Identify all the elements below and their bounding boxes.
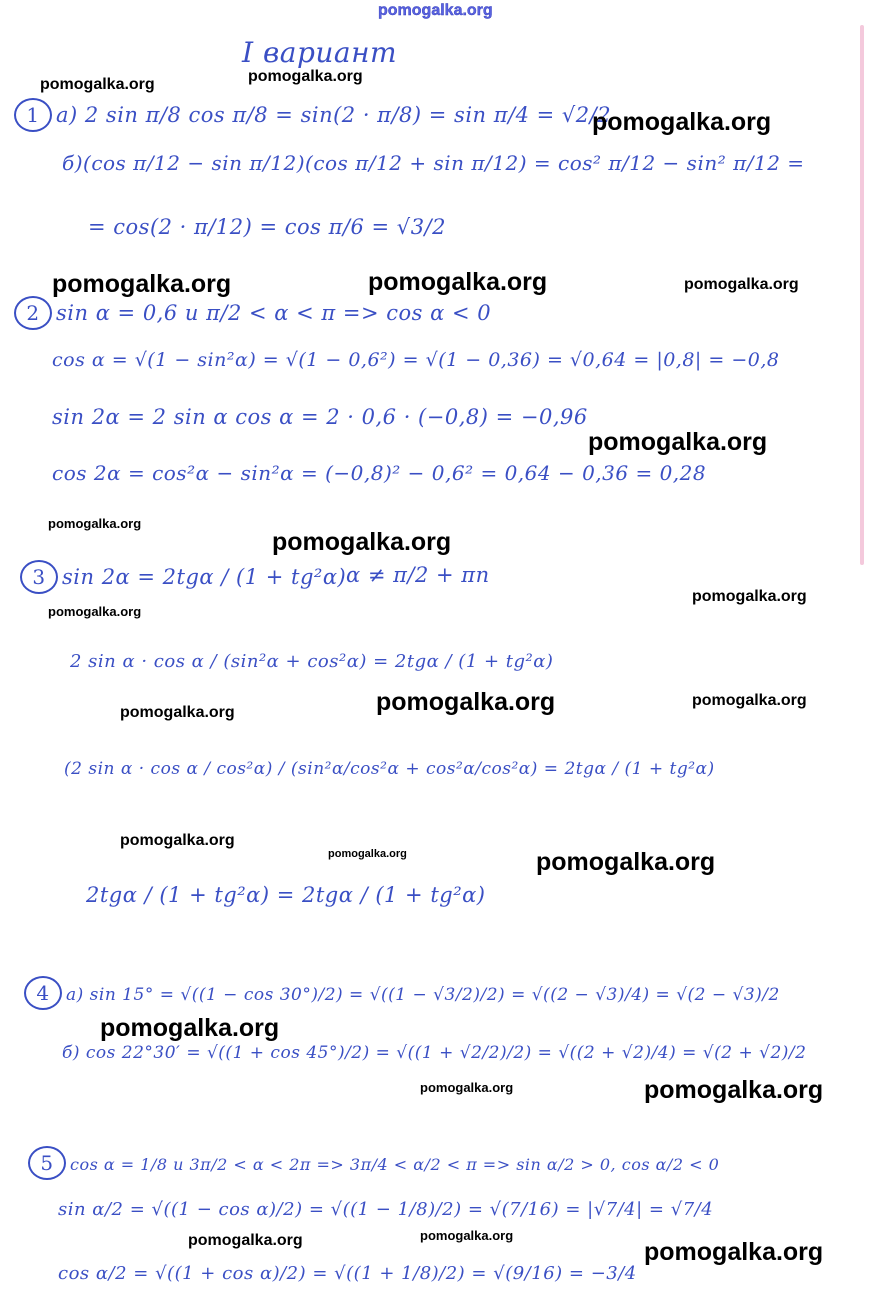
task1-line-b2: = cos(2 · π/12) = cos π/6 = √3/2 (88, 215, 446, 239)
task3-line3: (2 sin α · cos α / cos²α) / (sin²α/cos²α + cos²α/cos²α) = 2tgα / (1 + tg²α) (64, 759, 715, 779)
watermark: pomogalka.org (536, 848, 716, 876)
watermark: pomogalka.org (120, 704, 235, 721)
watermark: pomogalka.org (692, 692, 807, 709)
task3-line2: 2 sin α · cos α / (sin²α + cos²α) = 2tgα / (1 + tg²α) (70, 651, 554, 672)
task3-line1 (20, 560, 346, 594)
page-title: I вариант (242, 36, 398, 69)
watermark: pomogalka.org (40, 76, 155, 93)
watermark: pomogalka.org (48, 516, 142, 531)
task2-line1-text: sin α = 0,6 и π/2 < α < π => cos α < 0 (56, 301, 492, 325)
watermark: pomogalka.org (420, 1080, 514, 1095)
watermark: pomogalka.org (376, 688, 556, 716)
task4-line-b: б) cos 22°30′ = √((1 + cos 45°)/2) = √((1 + √2/2)/2) = √((2 + √2)/4) = √(2 + √2)/2 (62, 1043, 807, 1063)
task3-condition: α ≠ π/2 + πn (346, 563, 490, 587)
task5-line1-text: cos α = 1/8 и 3π/2 < α < 2π => 3π/4 < α/2 < π => sin α/2 > 0, cos α/2 < 0 (70, 1155, 720, 1174)
task2-line2: cos α = √(1 − sin²α) = √(1 − 0,6²) = √(1 − 0,36) = √0,64 = |0,8| = −0,8 (52, 349, 780, 371)
task1-line-b1: б)(cos π/12 − sin π/12)(cos π/12 + sin π/12) = cos² π/12 − sin² π/12 = (62, 151, 805, 175)
task2-number: 2 (14, 296, 52, 330)
task5-number: 5 (28, 1146, 66, 1180)
task5-line3: cos α/2 = √((1 + cos α)/2) = √((1 + 1/8)/2) = √(9/16) = −3/4 (58, 1263, 637, 1284)
task3-line1-text: sin 2α = 2tgα / (1 + tg²α) (62, 565, 347, 589)
watermark: pomogalka.org (248, 68, 363, 85)
watermark: pomogalka.org (100, 1014, 280, 1042)
task4-line-a-text: а) sin 15° = √((1 − cos 30°)/2) = √((1 − √3/2)/2) = √((2 − √3)/4) = √(2 − √3)/2 (66, 985, 780, 1005)
task3-line4: 2tgα / (1 + tg²α) = 2tgα / (1 + tg²α) (86, 883, 486, 907)
header-watermark: pomogalka.org (378, 2, 493, 19)
watermark: pomogalka.org (592, 108, 772, 136)
watermark: pomogalka.org (588, 428, 768, 456)
watermark: pomogalka.org (272, 528, 452, 556)
task5-line2: sin α/2 = √((1 − cos α)/2) = √((1 − 1/8)/2) = √(7/16) = |√7/4| = √7/4 (58, 1199, 714, 1220)
watermark: pomogalka.org (684, 276, 799, 293)
watermark: pomogalka.org (120, 832, 235, 849)
task2-line3: sin 2α = 2 sin α cos α = 2 · 0,6 · (−0,8) = −0,96 (52, 405, 588, 429)
watermark: pomogalka.org (52, 270, 232, 298)
watermark: pomogalka.org (420, 1228, 514, 1243)
watermark: pomogalka.org (368, 268, 548, 296)
watermark: pomogalka.org (644, 1076, 824, 1104)
task1-number: 1 (14, 98, 52, 132)
watermark: pomogalka.org (188, 1232, 303, 1249)
task2-line4: cos 2α = cos²α − sin²α = (−0,8)² − 0,6² = 0,64 − 0,36 = 0,28 (52, 461, 707, 485)
task2-line1 (14, 296, 491, 330)
task1-line-a (14, 98, 611, 132)
watermark: pomogalka.org (48, 604, 142, 619)
watermark: pomogalka.org (328, 848, 407, 860)
watermark: pomogalka.org (644, 1238, 824, 1266)
watermark: pomogalka.org (692, 588, 807, 605)
task4-number: 4 (24, 976, 62, 1010)
task3-number: 3 (20, 560, 58, 594)
task5-line1 (28, 1146, 719, 1180)
margin-line (860, 25, 864, 565)
task4-line-a (24, 976, 780, 1010)
task1-line-a-text: а) 2 sin π/8 cos π/8 = sin(2 · π/8) = sin π/4 = √2/2 (56, 103, 612, 127)
